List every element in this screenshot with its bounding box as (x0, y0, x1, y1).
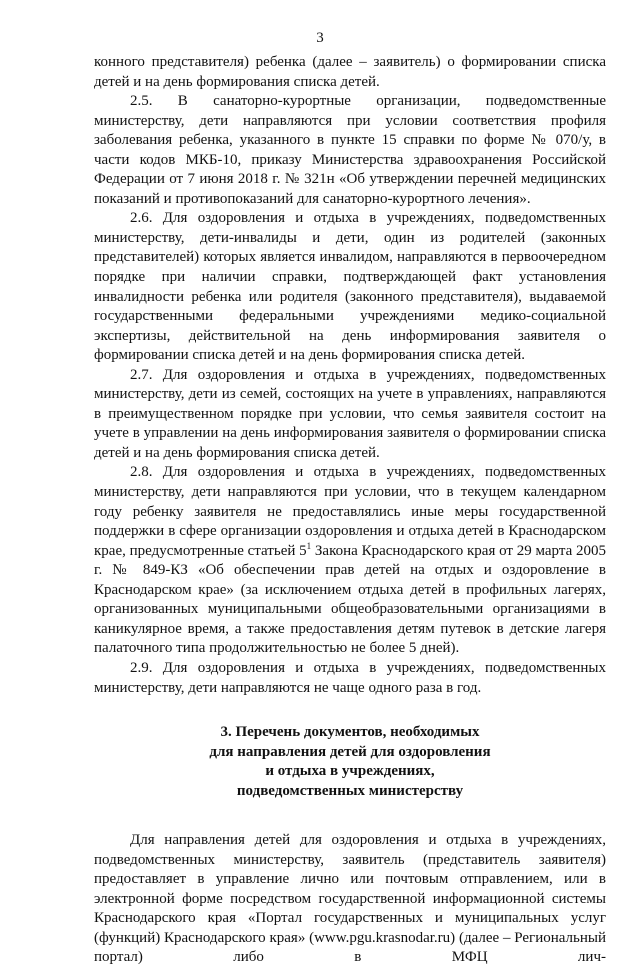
section-3-heading-line-2: для направления детей для оздоровления (209, 743, 491, 760)
paragraph-2-5: 2.5. В санаторно-курортные организации, подведомственные министерству, дети направляются при условии соответствия профиля заболевания ребенка, указанного в пункте 15 справки по форме № 070/у, в части кодов МКБ-10, приказу Министерства здравоохранения Российской Федерации от 7 июня 2018 г. № 321н «Об утверждении перечней медицинских показаний и противопоказаний для санаторно-курортного лечения». (94, 93, 606, 207)
paragraph-2-9: 2.9. Для оздоровления и отдыха в учреждениях, подведомственных министерству, дети направляются не чаще одного раза в год. (94, 659, 606, 696)
section-3-heading-line-1: 3. Перечень документов, необходимых (220, 724, 480, 741)
paragraph-2-8-part-a: 2.8. Для оздоровления и отдыха в учреждениях, подведомственных министерству, дети направляются при условии, что в текущем календарном году ребенку заявителя не предоставлялись иные меры государственной поддержки в сфере организации оздоровления и отдыха детей в Краснодарском крае, предусмотренные статьей 5 (94, 464, 606, 559)
paragraph-2-8-part-b: Закона Краснодарского края от 29 марта 2005 г. № 849-КЗ «Об обеспечении прав детей на отдых и оздоровление в Краснодарском крае» (за исключением отдыха детей в профильных лагерях, организованных муниципальными общеобразовательными организациями в каникулярное время, а также предоставления детям путевок в детские лагеря палаточного типа продолжительностью не более 5 дней). (94, 542, 607, 657)
paragraph-2-7: 2.7. Для оздоровления и отдыха в учреждениях, подведомственных министерству, дети из семей, состоящих на учете в управлениях, направляются в преимущественном порядке при условии, что семья заявителя состоит на учете в управлении на день информирования заявителя о формировании списка детей и на день формирования списка детей. (94, 366, 606, 461)
section-3-heading-line-3: и отдыха в учреждениях, (265, 763, 435, 780)
section-3-heading-line-4: подведомственных министерству (236, 782, 464, 799)
document-body (94, 53, 606, 968)
paragraph-2-8 (94, 463, 606, 658)
article-superscript: 1 (306, 540, 312, 551)
paragraph-continuation: конного представителя) ребенка (далее – заявитель) о формировании списка детей и на день формирования списка детей. (94, 54, 606, 90)
page-number: 3 (316, 30, 324, 46)
paragraph-2-6: 2.6. Для оздоровления и отдыха в учреждениях, подведомственных министерству, дети-инвалиды и дети, один из родителей (законных представителей) которых является инвалидом, направляются в первоочередном порядке при наличии справки, подтверждающей факт установления инвалидности ребенка или родителя (законного представителя), выдаваемой государственными федеральными учреждениями медико-социальной экспертизы, действительной на день информирования заявителя о формировании списка детей и на день формирования списка детей. (94, 210, 606, 364)
section-3-heading (94, 723, 606, 801)
paragraph-3-intro: Для направления детей для оздоровления и отдыха в учреждениях, подведомственных министерству, заявитель (представитель заявителя) предоставляет в управление лично или почтовым отправлением, или в электронной форме посредством государственной информационной системы Краснодарского края «Портал государственных и муниципальных услуг (функций) Краснодарского края» (www.pgu.krasnodar.ru) (далее – Региональный портал) либо в МФЦ лич- (94, 832, 606, 966)
